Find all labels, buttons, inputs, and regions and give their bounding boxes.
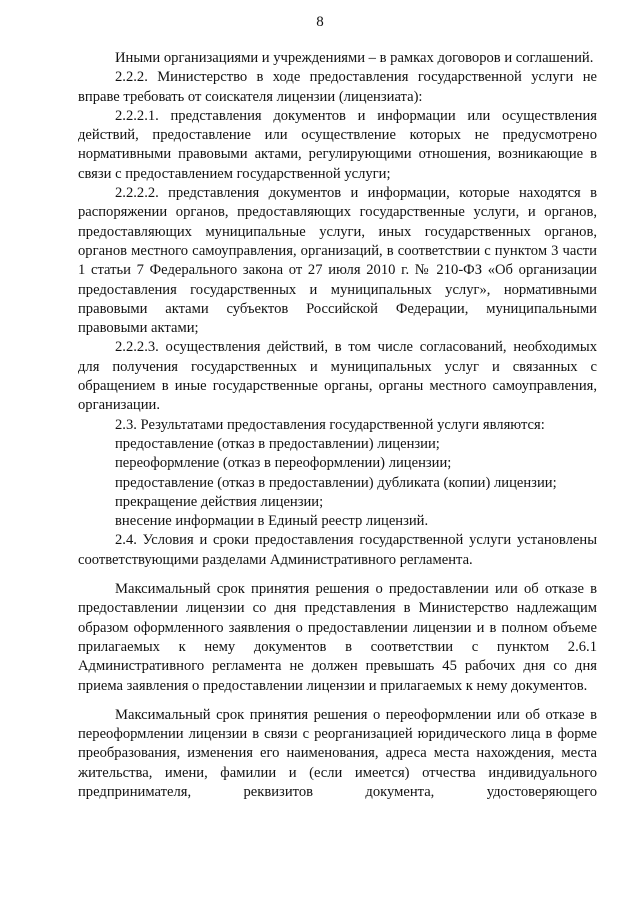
list-item-result: внесение информации в Единый реестр лицензий. <box>115 513 429 530</box>
list-item-result: предоставление (отказ в предоставлении) дубликата (копии) лицензии; <box>115 474 557 491</box>
list-item-result: предоставление (отказ в предоставлении) лицензии; <box>115 435 440 452</box>
paragraph-2-2-2: 2.2.2. Министерство в ходе предоставления государственной услуги не вправе требовать от соискателя лицензии (лицензиата): <box>78 69 597 105</box>
list-item-result: переоформление (отказ в переоформлении) лицензии; <box>115 455 452 472</box>
list-item-result: прекращение действия лицензии; <box>115 493 324 510</box>
paragraph-2-3: 2.3. Результатами предоставления государственной услуги являются: <box>115 416 545 433</box>
paragraph-other-organizations: Иными организациями и учреждениями – в рамках договоров и соглашений. <box>115 50 594 66</box>
paragraph-2-4: 2.4. Условия и сроки предоставления государственной услуги установлены соответствующими разделами Административного регламента. <box>78 532 597 568</box>
page-number: 8 <box>316 14 324 30</box>
paragraph-2-2-2-1: 2.2.2.1. представления документов и информации или осуществления действий, предоставление или осуществление которых не предусмотрено нормативными правовыми актами, регулирующими отношения, возникающие в связи с предоставлением государственной услуги; <box>78 107 597 182</box>
document-body <box>78 49 597 802</box>
paragraph-max-term-issuance: Максимальный срок принятия решения о предоставлении или об отказе в предоставлении лицензии со дня представления в Министерство надлежащим образом оформленного заявления о предоставлении лицензии и в полном объеме прилагаемых к нему документов в соответствии с пунктом 2.6.1 Административного регламента не должен превышать 45 рабочих дня со дня приема заявления о предоставлении лицензии и прилагаемых к нему документов. <box>78 581 597 694</box>
paragraph-2-2-2-2: 2.2.2.2. представления документов и информации, которые находятся в распоряжении органов, предоставляющих государственные услуги, и органов, предоставляющих муниципальные услуги, иных государственных органов, органов местного самоуправления, организаций, в соответствии с пунктом 3 части 1 статьи 7 Федерального закона от 27 июля 2010 г. № 210-ФЗ «Об организации предоставления государственных и муниципальных услуг», нормативными правовыми актами субъектов Российской Федерации, муниципальными правовыми актами; <box>78 185 597 337</box>
paragraph-2-2-2-3: 2.2.2.3. осуществления действий, в том числе согласований, необходимых для получения государственных и муниципальных услуг и связанных с обращением в иные государственные органы, органы местного самоуправления, организации. <box>78 339 597 414</box>
paragraph-max-term-reissuance: Максимальный срок принятия решения о переоформлении или об отказе в переоформлении лицензии в связи с реорганизацией юридического лица в форме преобразования, изменения его наименования, адреса места нахождения, места жительства, имени, фамилии и (если имеется) отчества индивидуального предпринимателя, реквизитов документа, удостоверяющего <box>78 706 597 800</box>
